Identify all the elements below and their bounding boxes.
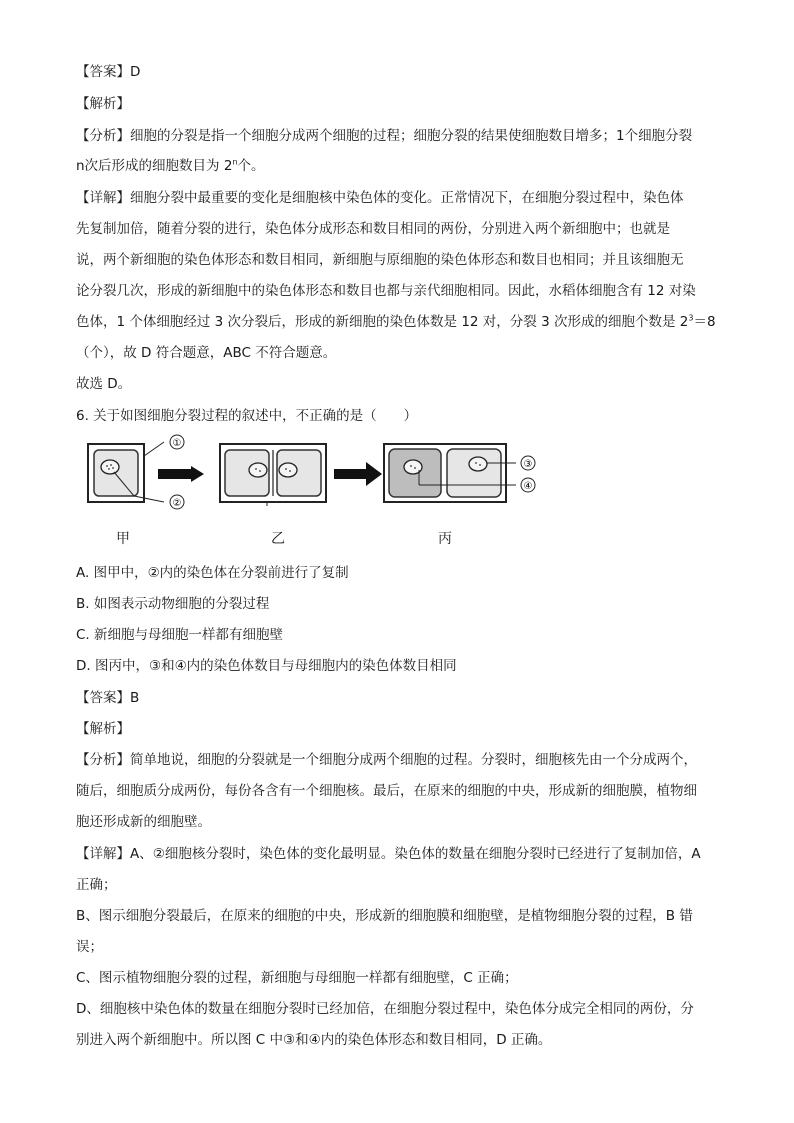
q5-fenxi-text-a: n次后形成的细胞数目为 2 bbox=[76, 158, 233, 174]
q6-option-b: B. 如图表示动物细胞的分裂过程 bbox=[76, 596, 270, 612]
q6-xiangjie-line-1: 【详解】A、②细胞核分裂时，染色体的变化最明显。染色体的数量在细胞分裂时已经进行了复制加倍，A bbox=[76, 846, 701, 862]
q5-xiangjie-text-b: ＝8 bbox=[693, 314, 716, 330]
q6-xiangjie-line-3: B、图示细胞分裂最后，在原来的细胞的中央，形成新的细胞膜和细胞壁，是植物细胞分裂的过程，B 错 bbox=[76, 908, 693, 924]
caption-bing: 丙 bbox=[438, 531, 452, 547]
q6-option-c: C. 新细胞与母细胞一样都有细胞壁 bbox=[76, 627, 284, 643]
q6-xiangjie-line-7: 别进入两个新细胞中。所以图 C 中③和④内的染色体形态和数目相同，D 正确。 bbox=[76, 1032, 552, 1048]
q6-fenxi-line-3: 胞还形成新的细胞壁。 bbox=[76, 814, 211, 830]
q6-option-d: D. 图丙中，③和④内的染色体数目与母细胞内的染色体数目相同 bbox=[76, 658, 457, 674]
q5-xiangjie-line-5 bbox=[76, 312, 726, 332]
q5-xiangjie-text-a: 色体，1 个体细胞经过 3 次分裂后，形成的新细胞的染色体数是 12 对，分裂 3 次形成的细胞个数是 2 bbox=[76, 314, 689, 330]
label-1: ① bbox=[172, 438, 182, 449]
q6-option-a: A. 图甲中，②内的染色体在分裂前进行了复制 bbox=[76, 565, 349, 581]
q6-xiangjie-line-5: C、图示植物细胞分裂的过程，新细胞与母细胞一样都有细胞壁，C 正确； bbox=[76, 970, 518, 986]
q5-xiangjie-line-3: 说，两个新细胞的染色体形态和数目相同，新细胞与原细胞的染色体形态和数目也相同；并且该细胞无 bbox=[76, 252, 684, 268]
label-4: ④ bbox=[523, 481, 533, 492]
q5-fenxi-text-b: 个。 bbox=[237, 158, 265, 174]
q5-fenxi-sup: n bbox=[232, 157, 238, 167]
q5-answer: 【答案】D bbox=[76, 64, 141, 80]
q6-xiangjie-line-6: D、细胞核中染色体的数量在细胞分裂时已经加倍，在细胞分裂过程中，染色体分成完全相同的两份，分 bbox=[76, 1001, 694, 1017]
q5-xiangjie-sup: 3 bbox=[688, 313, 694, 323]
caption-jia: 甲 bbox=[116, 531, 130, 547]
q6-xiangjie-line-2: 正确； bbox=[76, 877, 117, 893]
q5-fenxi-line-1: 【分析】细胞的分裂是指一个细胞分成两个细胞的过程；细胞分裂的结果使细胞数目增多；1个细胞分裂 bbox=[76, 128, 693, 144]
q6-stem: 6. 关于如图细胞分裂过程的叙述中，不正确的是（ ） bbox=[76, 408, 418, 424]
q5-xiangjie-line-6: （个），故 D 符合题意，ABC 不符合题意。 bbox=[76, 345, 337, 361]
q6-xiangjie-line-4: 误； bbox=[76, 939, 103, 955]
q6-answer: 【答案】B bbox=[76, 690, 140, 706]
q5-xiangjie-line-4: 论分裂几次，形成的新细胞中的染色体形态和数目也都与亲代细胞相同。因此，水稻体细胞含有 12 对染 bbox=[76, 283, 696, 299]
q5-xiangjie-line-1: 【详解】细胞分裂中最重要的变化是细胞核中染色体的变化。正常情况下，在细胞分裂过程中，染色体 bbox=[76, 190, 684, 206]
q5-jiexi: 【解析】 bbox=[76, 96, 130, 112]
q5-xiangjie-line-2: 先复制加倍，随着分裂的进行，染色体分成形态和数目相同的两份，分别进入两个新细胞中；也就是 bbox=[76, 221, 670, 237]
label-2: ② bbox=[172, 498, 182, 509]
cell-division-figure bbox=[76, 432, 556, 518]
caption-yi: 乙 bbox=[271, 531, 285, 547]
label-3: ③ bbox=[523, 459, 533, 470]
q5-fenxi-line-2 bbox=[76, 156, 726, 176]
q6-jiexi: 【解析】 bbox=[76, 721, 130, 737]
q6-fenxi-line-1: 【分析】简单地说，细胞的分裂就是一个细胞分成两个细胞的过程。分裂时，细胞核先由一个分成两个， bbox=[76, 752, 697, 768]
cell-yi bbox=[220, 444, 326, 506]
q6-fenxi-line-2: 随后，细胞质分成两份，每份各含有一个细胞核。最后，在原来的细胞的中央，形成新的细胞膜，植物细 bbox=[76, 783, 697, 799]
q5-guxuan: 故选 D。 bbox=[76, 376, 132, 392]
arrow-2 bbox=[334, 469, 368, 479]
cell-bing bbox=[384, 444, 535, 502]
